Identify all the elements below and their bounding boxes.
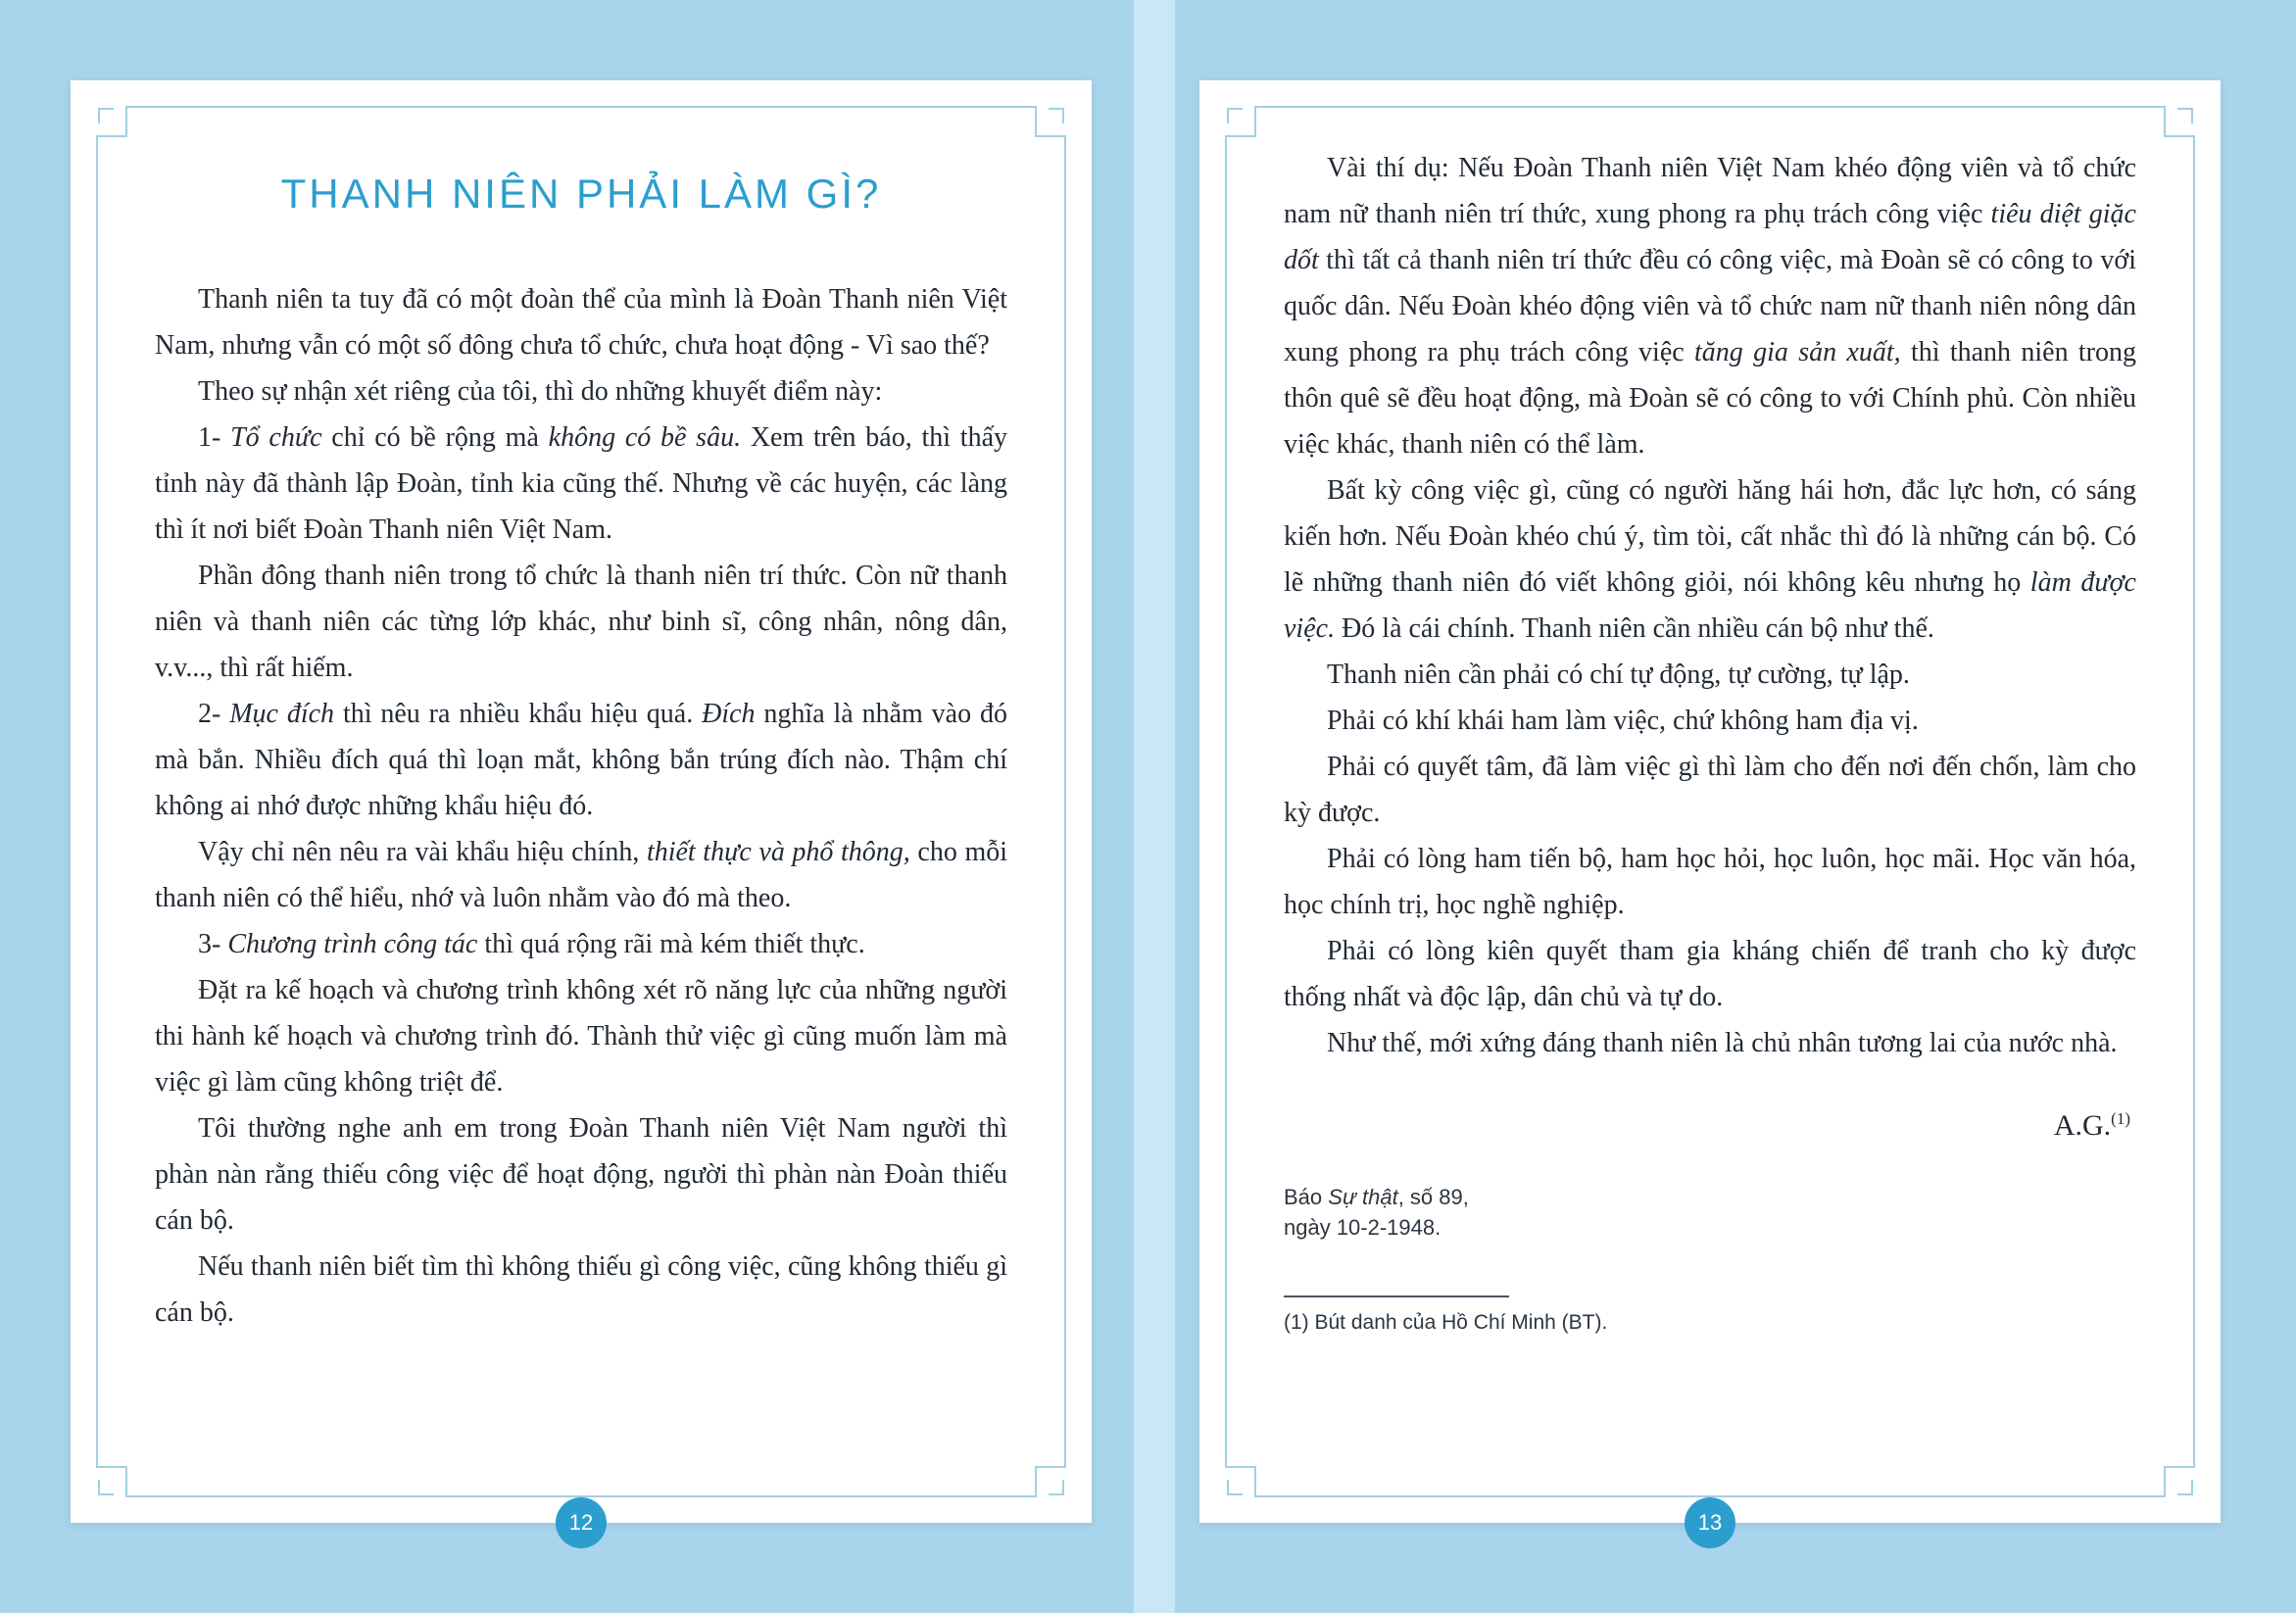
paragraph: Thanh niên ta tuy đã có một đoàn thể của mình là Đoàn Thanh niên Việt Nam, nhưng vẫn có một số đông chưa tổ chức, chưa hoạt động - Vì sao thế? (155, 284, 1007, 361)
footnote-text: (1) Bút danh của Hồ Chí Minh (BT). (1284, 1311, 1608, 1334)
footnote-reference: (1) (2111, 1109, 2130, 1128)
paragraph: Theo sự nhận xét riêng của tôi, thì do những khuyết điểm này: (198, 376, 883, 407)
paragraph: Đặt ra kế hoạch và chương trình không xét rõ năng lực của những người thi hành kế hoạch và chương trình đó. Thành thử việc gì cũng muốn làm mà việc gì làm cũng không triệt để. (155, 975, 1007, 1098)
page-number-badge: 12 (556, 1497, 607, 1548)
footnote-divider (1284, 1295, 1509, 1297)
page-title: THANH NIÊN PHẢI LÀM GÌ? (280, 171, 882, 217)
paragraph: Tôi thường nghe anh em trong Đoàn Thanh niên Việt Nam người thì phàn nàn rằng thiếu công việc để hoạt động, người thì phàn nàn Đoàn thiếu cán bộ. (155, 1113, 1007, 1236)
paragraph: Vậy chỉ nên nêu ra vài khẩu hiệu chính, thiết thực và phổ thông, cho mỗi thanh niên có thể hiểu, nhớ và luôn nhằm vào đó mà theo. (155, 837, 1008, 913)
paragraph: Phải có lòng kiên quyết tham gia kháng chiến để tranh cho kỳ được thống nhất và độc lập, dân chủ và tự do. (1284, 936, 2136, 1012)
source-citation (1284, 1182, 2136, 1243)
left-page-content (71, 80, 1092, 1523)
paragraph: 3- Chương trình công tác thì quá rộng rãi mà kém thiết thực. (198, 929, 865, 959)
page-number-badge: 13 (1685, 1497, 1735, 1548)
paragraph: 1- Tổ chức chỉ có bề rộng mà không có bề sâu. Xem trên báo, thì thấy tỉnh này đã thành lập Đoàn, tỉnh kia cũng thế. Nhưng về các huyện, các làng thì ít nơi biết Đoàn Thanh niên Việt Nam. (155, 422, 1007, 545)
page-body (1284, 145, 2136, 1066)
page-gutter (1134, 0, 1175, 1613)
paragraph: Phải có khí khái ham làm việc, chứ không ham địa vị. (1327, 706, 1919, 736)
paragraph: Phải có quyết tâm, đã làm việc gì thì làm cho đến nơi đến chốn, làm cho kỳ được. (1284, 752, 2136, 828)
signature-name: A.G. (2053, 1109, 2112, 1142)
source-line-2: ngày 10-2-1948. (1284, 1215, 1441, 1240)
paragraph: Nếu thanh niên biết tìm thì không thiếu gì công việc, cũng không thiếu gì cán bộ. (155, 1251, 1007, 1328)
paragraph: Phần đông thanh niên trong tổ chức là thanh niên trí thức. Còn nữ thanh niên và thanh niên các từng lớp khác, như binh sĩ, công nhân, nông dân, v.v..., thì rất hiếm. (155, 561, 1007, 683)
right-page-content (1199, 80, 2221, 1523)
page-body (155, 276, 1007, 1336)
paragraph: Phải có lòng ham tiến bộ, ham học hỏi, học luôn, học mãi. Học văn hóa, học chính trị, học nghề nghiệp. (1284, 844, 2136, 920)
paragraph: Thanh niên cần phải có chí tự động, tự cường, tự lập. (1327, 660, 1910, 690)
paragraph: Bất kỳ công việc gì, cũng có người hăng hái hơn, đắc lực hơn, có sáng kiến hơn. Nếu Đoàn khéo chú ý, tìm tòi, cất nhắc thì đó là những cán bộ. Có lẽ những thanh niên đó viết không giỏi, nói không kêu nhưng họ làm được việc. Đó là cái chính. Thanh niên cần nhiều cán bộ như thế. (1284, 475, 2136, 644)
source-line-1: Báo Sự thật, số 89, (1284, 1185, 1469, 1209)
footnote-block (1284, 1295, 2136, 1335)
left-page (71, 80, 1092, 1535)
paragraph: 2- Mục đích thì nêu ra nhiều khẩu hiệu quá. Đích nghĩa là nhằm vào đó mà bắn. Nhiều đích quá thì loạn mắt, không bắn trúng đích nào. Thậm chí không ai nhớ được những khẩu hiệu đó. (155, 699, 1007, 821)
author-signature (1284, 1109, 2136, 1143)
paragraph: Như thế, mới xứng đáng thanh niên là chủ nhân tương lai của nước nhà. (1327, 1028, 2118, 1058)
right-page (1199, 80, 2221, 1535)
paragraph: Vài thí dụ: Nếu Đoàn Thanh niên Việt Nam khéo động viên và tổ chức nam nữ thanh niên trí thức, xung phong ra phụ trách công việc tiêu diệt giặc dốt thì tất cả thanh niên trí thức đều có công việc, mà Đoàn sẽ có công to với quốc dân. Nếu Đoàn khéo động viên và tổ chức nam nữ thanh niên nông dân xung phong ra phụ trách công việc tăng gia sản xuất, thì thanh niên trong thôn quê sẽ đều hoạt động, mà Đoàn sẽ có công to với Chính phủ. Còn nhiều việc khác, thanh niên có thể làm. (1284, 153, 2136, 460)
